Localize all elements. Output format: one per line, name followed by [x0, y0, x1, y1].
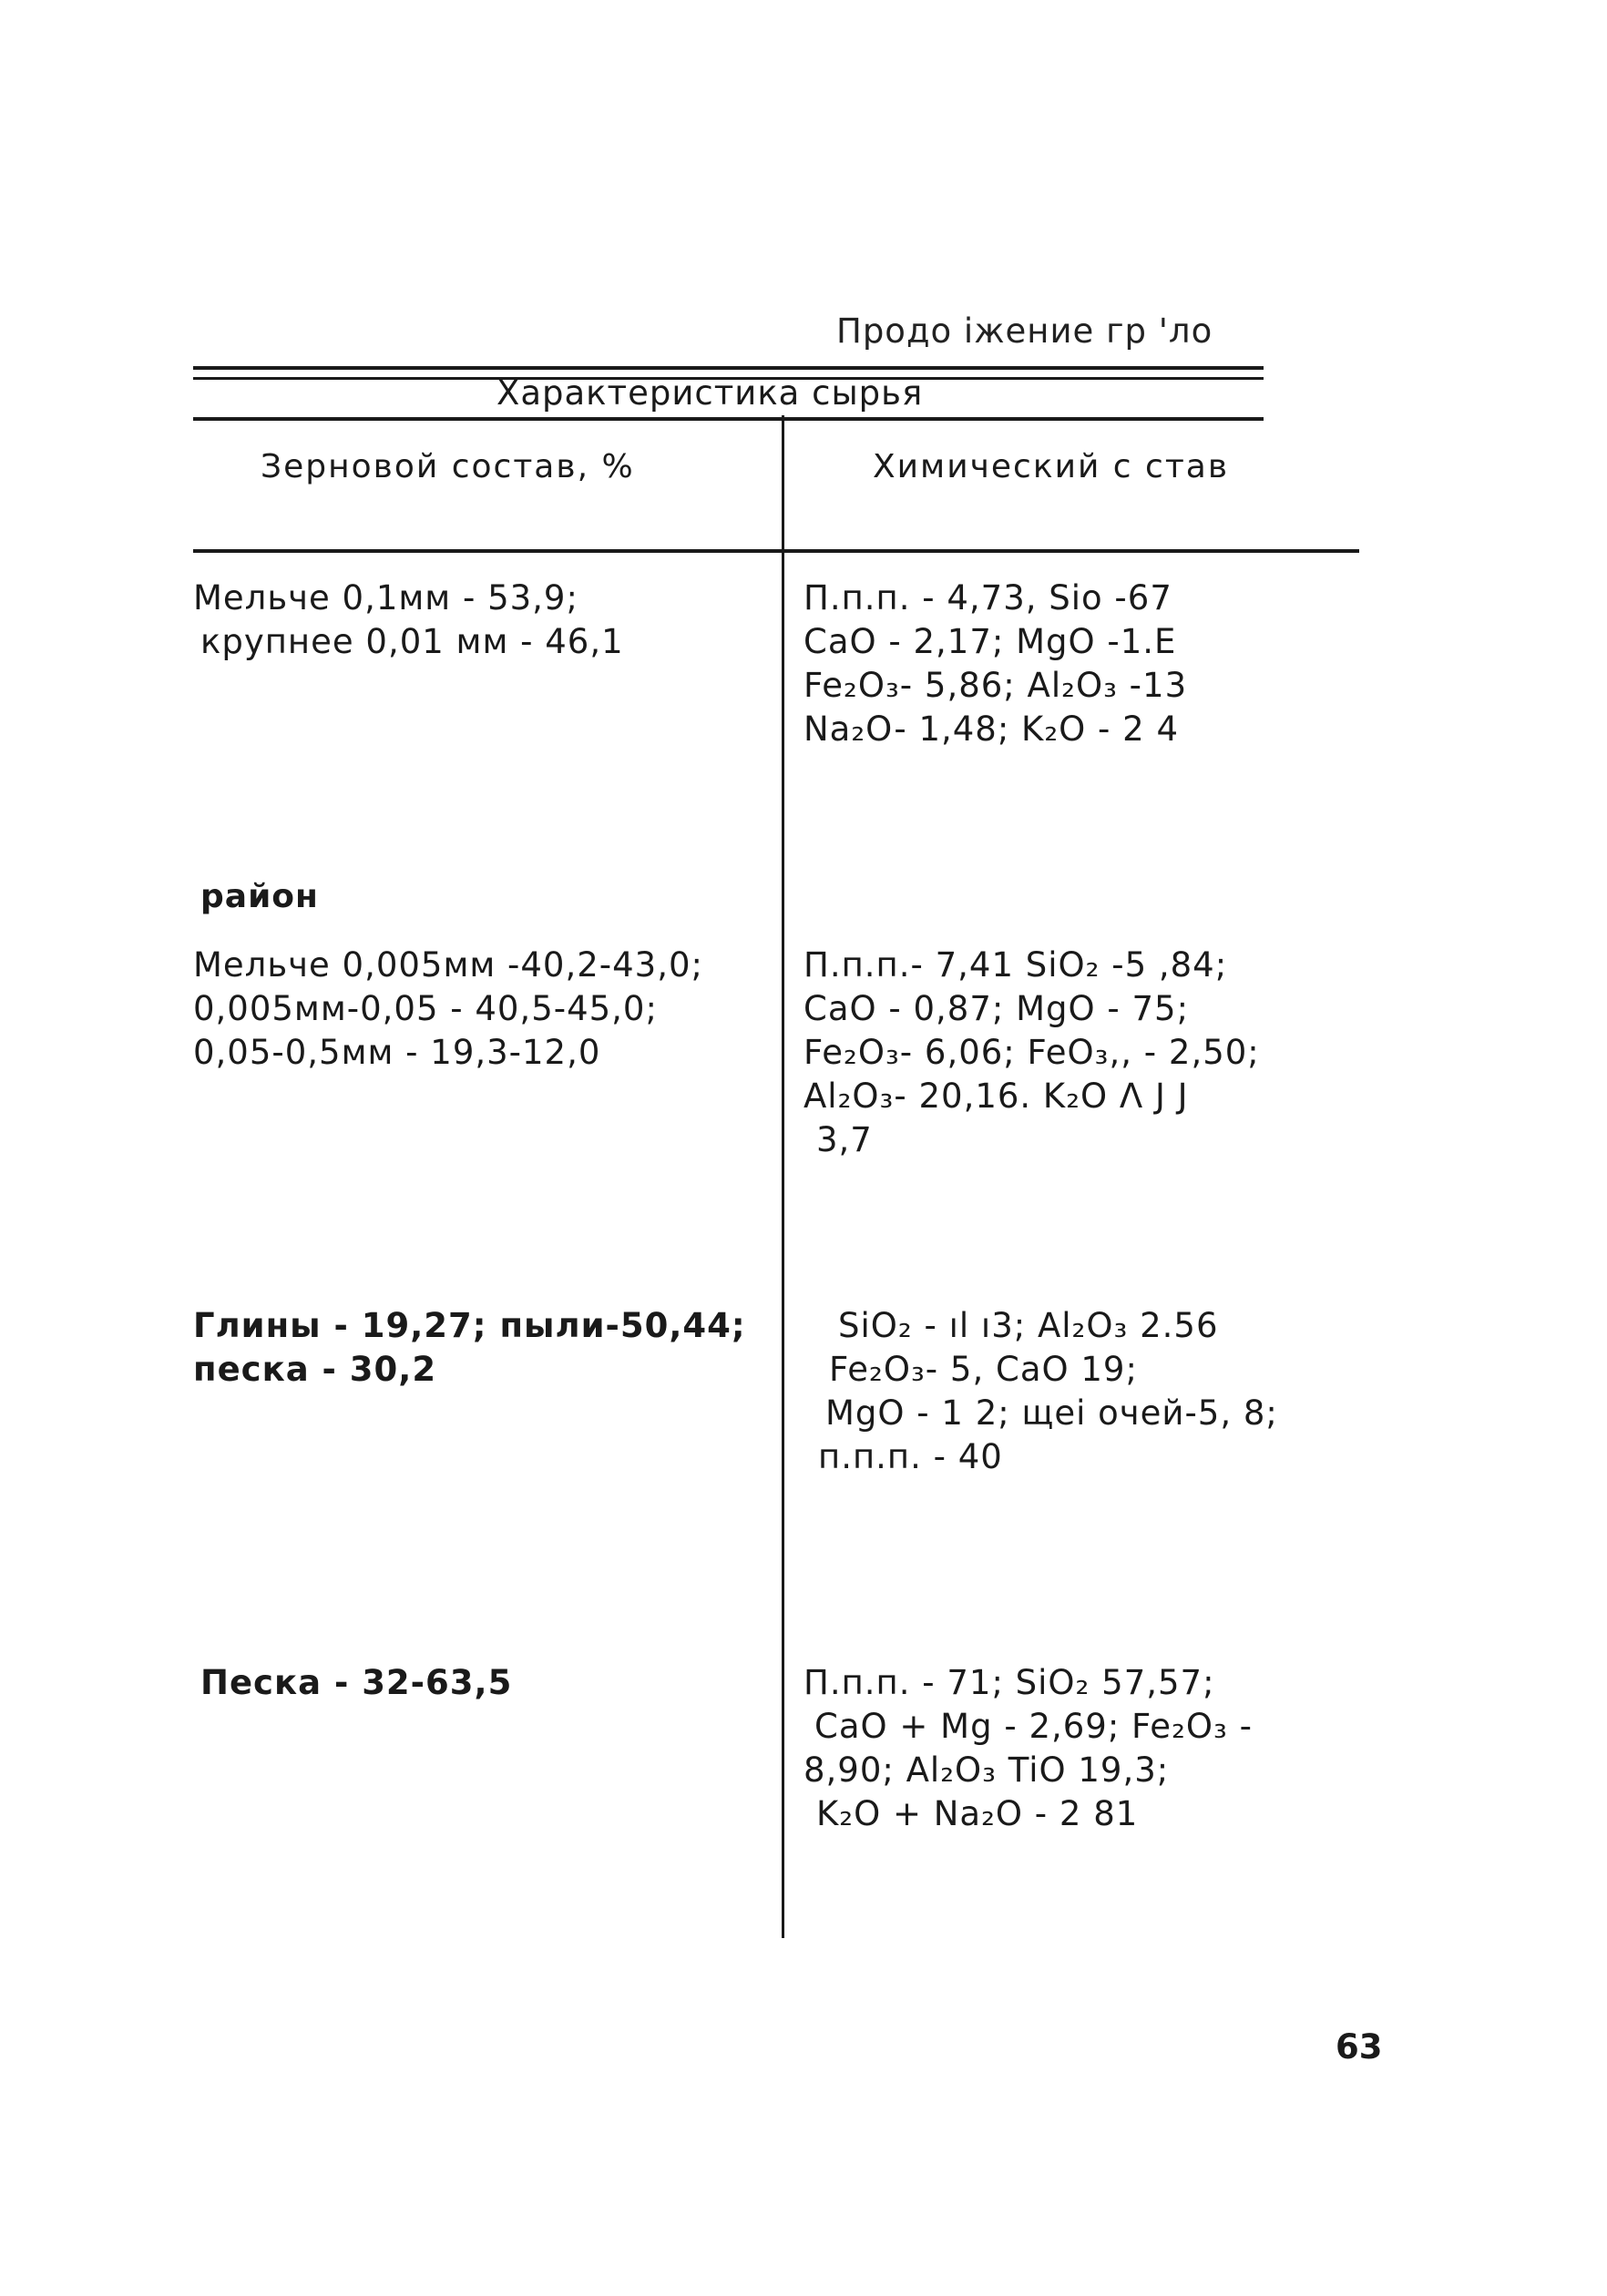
row-3-chem-line: MgO - 1 2; щеі очей-5, 8;	[825, 1393, 1278, 1433]
row-2-grain-line: Мельче 0,005мм -40,2-43,0;	[193, 945, 703, 985]
row-4-chem-line: CaO + Mg - 2,69; Fe₂O₃ -	[814, 1707, 1253, 1746]
row-1-chem-line: CaO - 2,17; MgO -1.Е	[804, 622, 1177, 661]
row-1-chem	[804, 577, 1187, 751]
group-title: Характеристика сырья	[496, 373, 924, 413]
row-2-chem-line: 3,7	[816, 1120, 873, 1159]
row-4-grain-line: Песка - 32-63,5	[200, 1663, 513, 1702]
row-3-chem-line: Fe₂O₃- 5, CaO 19;	[829, 1350, 1138, 1389]
continuation-label: Продо іжение гр 'ло	[836, 311, 1213, 351]
row-4-chem-line: 8,90; Al₂O₃ TiO 19,3;	[804, 1750, 1170, 1790]
row-2-chem-line: П.п.п.- 7,41 SiO₂ -5 ,84;	[804, 945, 1228, 985]
table-top-rule	[193, 366, 1264, 370]
row-4-grain	[200, 1661, 512, 1705]
row-4-chem-line: П.п.п. - 71; SiO₂ 57,57;	[804, 1663, 1215, 1702]
row-3-chem-line: SiO₂ - ıl ı3; Al₂O₃ 2.56	[838, 1306, 1219, 1345]
row-3-chem-line: п.п.п. - 40	[818, 1437, 1003, 1476]
row-2-chem	[804, 944, 1260, 1162]
row-2-chem-line: Al₂O₃- 20,16. K₂O Λ J J	[804, 1077, 1189, 1116]
column-header-chem: Химический с став	[873, 448, 1230, 485]
row-3-grain-line: Глины - 19,27; пыли-50,44;	[193, 1306, 746, 1345]
row-3-grain-line: песка - 30,2	[193, 1350, 437, 1389]
row-4-chem	[804, 1661, 1253, 1836]
page-number: 63	[1336, 2027, 1383, 2066]
row-2-grain	[193, 944, 703, 1075]
row-1-chem-line: П.п.п. - 4,73, Siо -67	[804, 578, 1172, 617]
row-3-chem	[818, 1304, 1278, 1479]
row-2-chem-line: CaO - 0,87; MgO - 75;	[804, 989, 1190, 1028]
row-2-grain-line: 0,05-0,5мм - 19,3-12,0	[193, 1033, 601, 1072]
row-1-grain-line: крупнее 0,01 мм - 46,1	[200, 622, 624, 661]
row-1-chem-line: Na₂O- 1,48; K₂O - 2 4	[804, 709, 1179, 749]
column-header-grain: Зерновой состав, %	[261, 448, 635, 485]
row-1-grain	[193, 577, 624, 664]
header-bottom-rule	[193, 549, 1359, 553]
row-2-grain-line: 0,005мм-0,05 - 40,5-45,0;	[193, 989, 658, 1028]
row-3-grain	[193, 1304, 746, 1392]
row-1-chem-line: Fe₂O₃- 5,86; Al₂O₃ -13	[804, 666, 1188, 705]
row-1-grain-line: Мельче 0,1мм - 53,9;	[193, 578, 578, 617]
column-divider	[782, 415, 784, 1938]
row-2-chem-line: Fe₂O₃- 6,06; FeO₃,, - 2,50;	[804, 1033, 1260, 1072]
group-title-rule	[193, 417, 1264, 421]
row-4-chem-line: K₂O + Na₂O - 2 81	[816, 1794, 1139, 1833]
region-label: район	[200, 878, 319, 915]
